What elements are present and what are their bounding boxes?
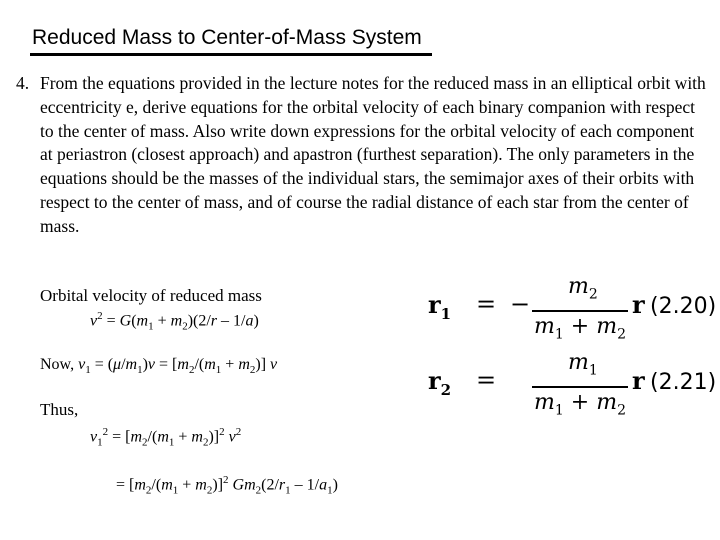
v1-squared-equation: $v_1^2 = [m_2/(m_1 + m_2)]^2$ $v^2$ bbox=[90, 426, 242, 449]
title-underline bbox=[30, 53, 432, 56]
orbital-velocity-label: Orbital velocity of reduced mass bbox=[40, 286, 262, 305]
now-label: Now, bbox=[40, 356, 75, 373]
equation-2-21-label: (2.21) bbox=[650, 370, 717, 395]
problem-number: 4. bbox=[16, 73, 30, 93]
v1-squared-expanded-equation: = $[m_2/(m_1 + m_2)]^2$ $Gm_2(2/r_1 - 1/a_1)$ bbox=[116, 474, 338, 497]
equation-2-20: $r_1$ = − $m_2$ $m_1 + m_2$ r (2.20) bbox=[428, 274, 717, 343]
thus-label: Thus, bbox=[40, 400, 79, 419]
slide-title: Reduced Mass to Center-of-Mass System bbox=[32, 26, 422, 49]
vis-viva-equation: $v^2 = G(m_1 + m_2)(2/r - 1/a)$ bbox=[90, 310, 259, 333]
velocity-ratio-equation: Now, $v_1 = (\mu/m_1)v = [m_2/(m_1 + m_2)]$ v bbox=[40, 356, 278, 377]
problem-text: From the equations provided in the lecture notes for the reduced mass in an elliptical orbit with eccentricity e, derive equations for the orbital velocity of each binary companion with respect to the center of mass. Also write down expressions for the orbital velocity of each component at periastron (closest approach) and apastron (furthest separation). The only parameters in the equations should be the masses of the individual stars, the semimajor axes of their orbits with respect to the center of mass, and of course the radial distance of each star from the center of mass. bbox=[40, 73, 706, 236]
problem-statement bbox=[16, 72, 706, 239]
equation-2-21: $r_2$ = $m_1$ $m_1 + m_2$ r (2.21) bbox=[428, 350, 717, 419]
equation-2-20-label: (2.20) bbox=[650, 294, 717, 319]
